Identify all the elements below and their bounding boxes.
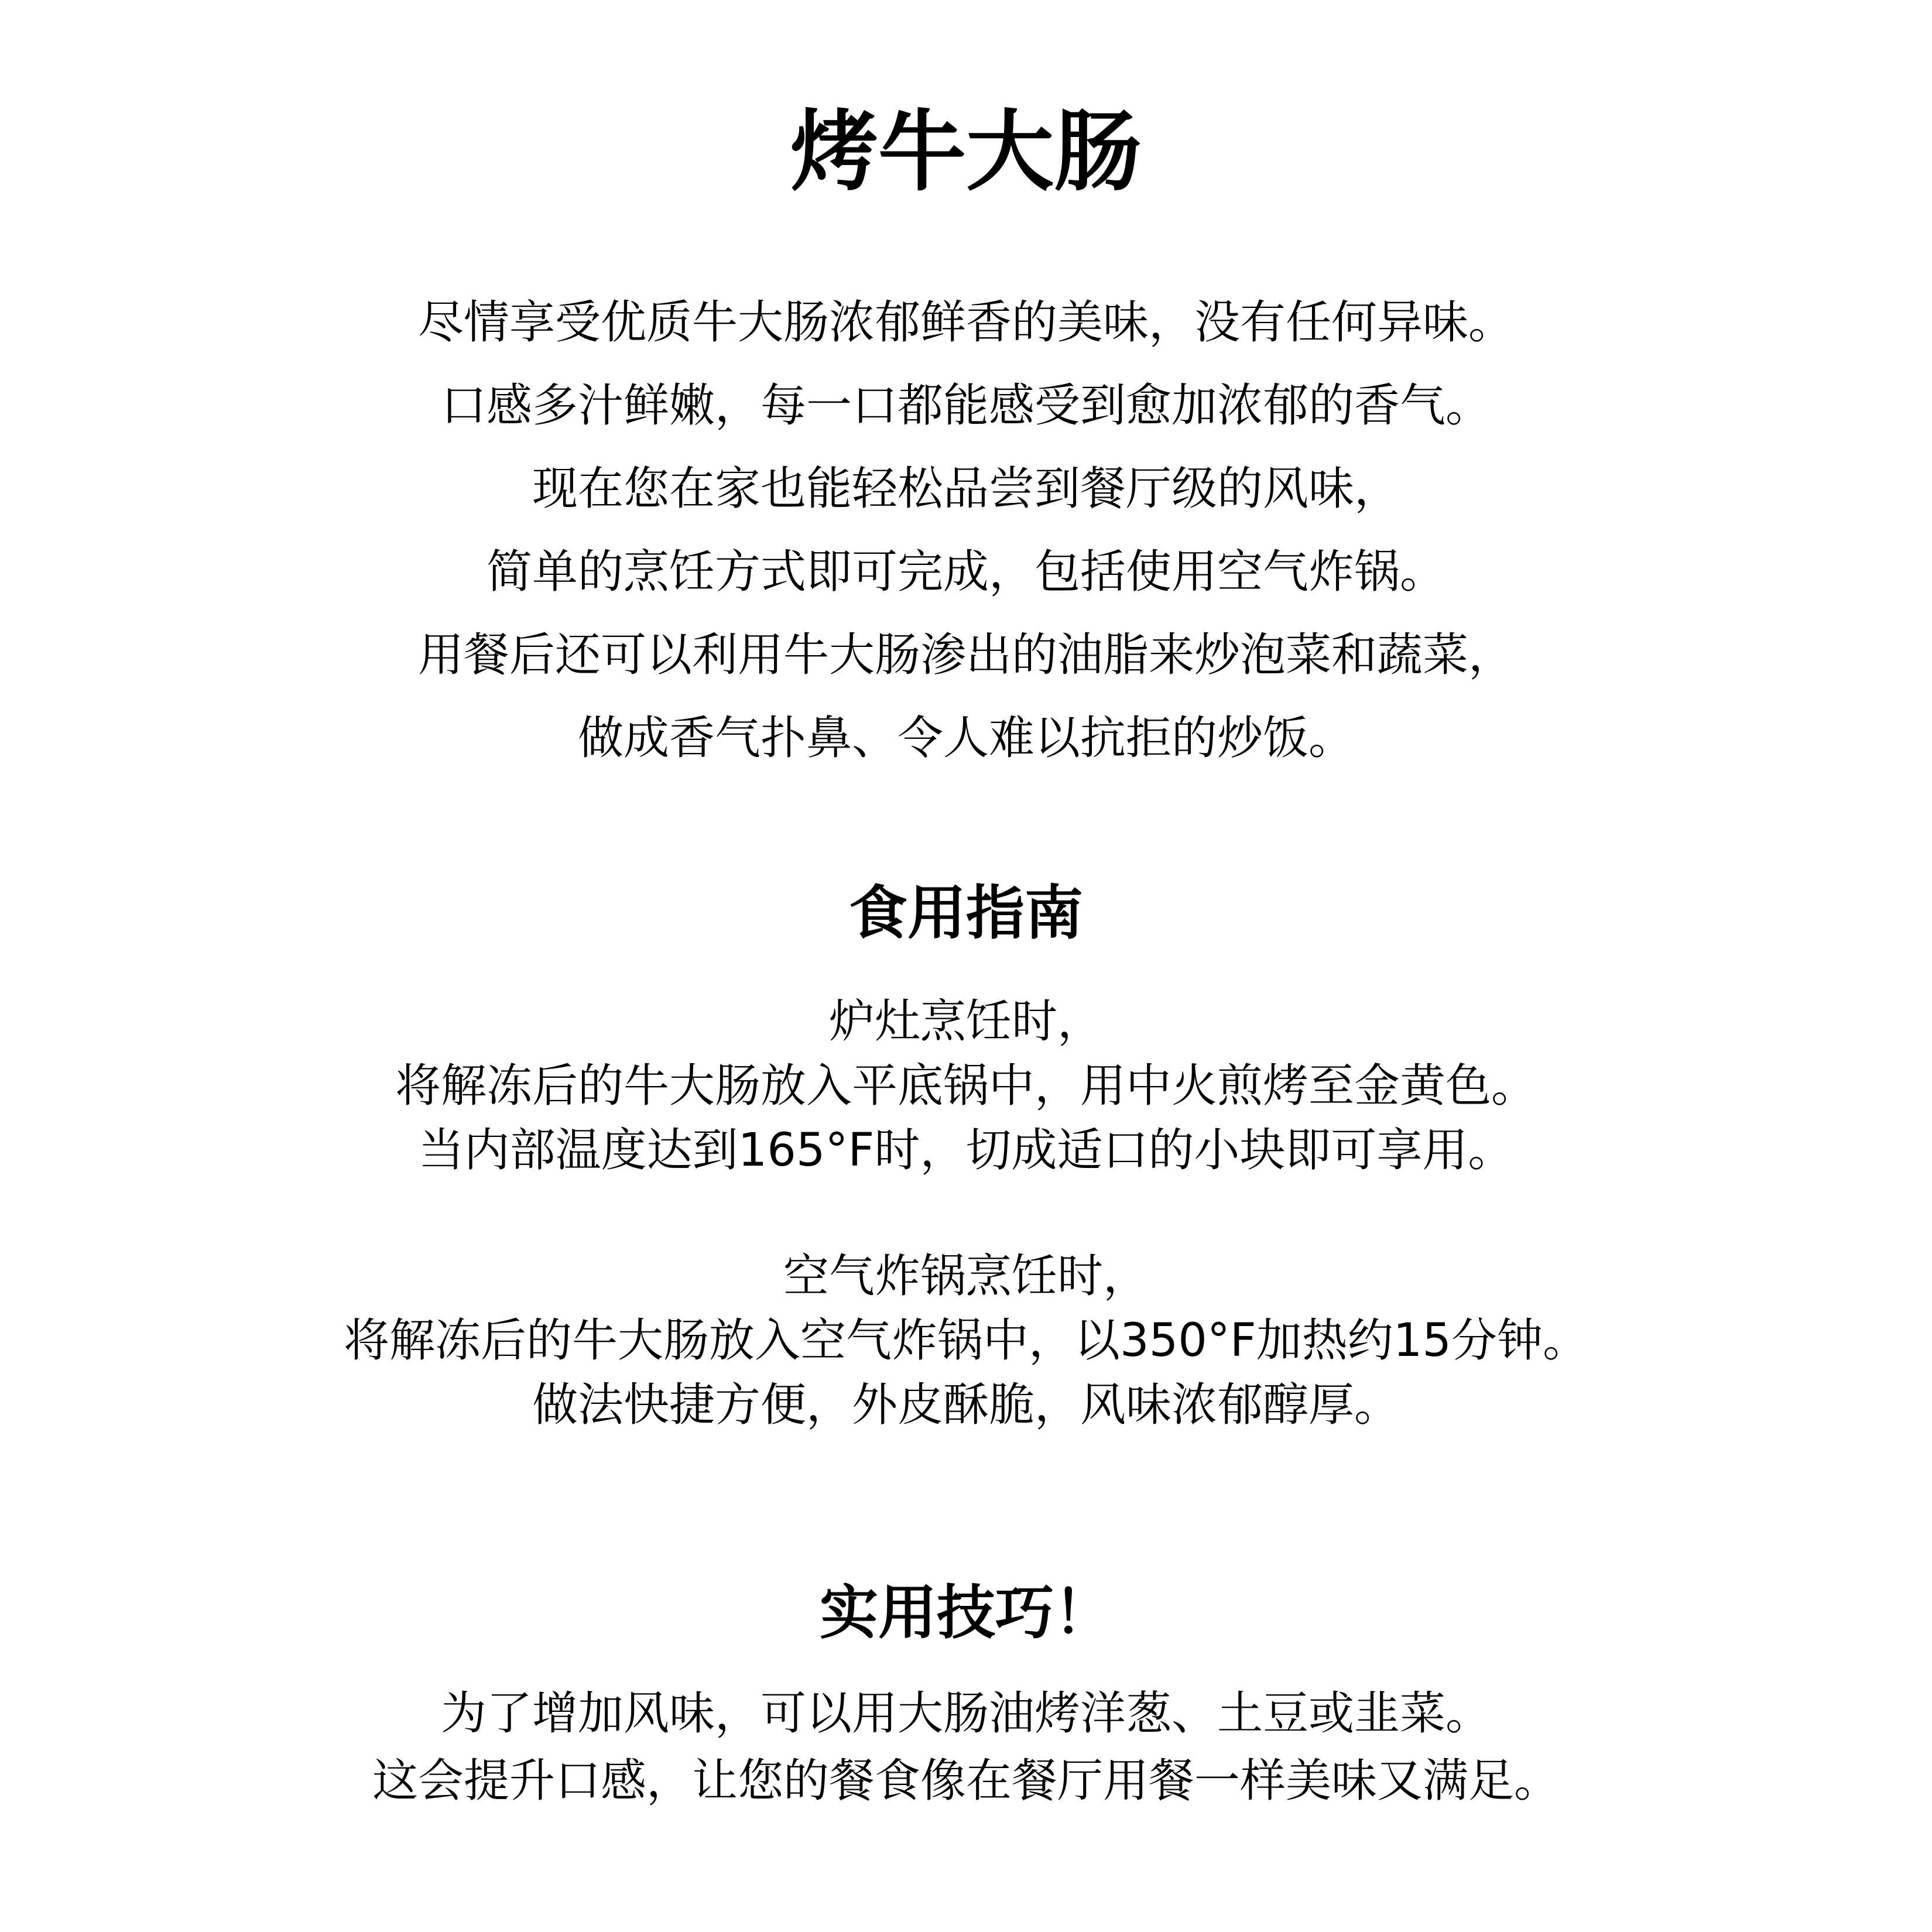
tips-line: 为了增加风味，可以用大肠油烤洋葱、土豆或韭菜。	[440, 1687, 1491, 1740]
stove-line: 将解冻后的牛大肠放入平底锅中，用中火煎烤至金黄色。	[395, 1060, 1537, 1112]
intro-line: 尽情享受优质牛大肠浓郁鲜香的美味，没有任何异味。	[417, 296, 1514, 349]
intro-paragraph	[0, 281, 1932, 780]
air-fryer-line: 做法快捷方便，外皮酥脆，风味浓郁醇厚。	[532, 1379, 1400, 1431]
air-fryer-instructions	[0, 1244, 1932, 1437]
intro-line: 做成香气扑鼻、令人难以抗拒的炒饭。	[577, 712, 1354, 765]
guide-heading: 食用指南	[849, 879, 1083, 947]
intro-line: 现在您在家也能轻松品尝到餐厅级的风味，	[532, 463, 1400, 515]
tips-heading: 实用技巧！	[820, 1578, 1112, 1647]
page-title: 烤牛大肠	[790, 101, 1142, 203]
stove-instructions	[0, 989, 1932, 1183]
air-fryer-line: 空气炸锅烹饪时，	[783, 1250, 1149, 1303]
intro-line: 用餐后还可以利用牛大肠渗出的油脂来炒泡菜和蔬菜，	[417, 629, 1514, 681]
intro-line: 口感多汁鲜嫩，每一口都能感受到愈加浓郁的香气。	[440, 379, 1491, 432]
air-fryer-line: 将解冻后的牛大肠放入空气炸锅中，以350°F加热约15分钟。	[344, 1314, 1588, 1367]
tips-paragraph	[0, 1680, 1932, 1815]
tips-line: 这会提升口感，让您的餐食像在餐厅用餐一样美味又满足。	[372, 1755, 1560, 1807]
stove-line: 炉灶烹饪时，	[828, 995, 1103, 1048]
stove-line: 当内部温度达到165°F时，切成适口的小块即可享用。	[418, 1124, 1514, 1177]
intro-line: 简单的烹饪方式即可完成，包括使用空气炸锅。	[486, 546, 1445, 598]
